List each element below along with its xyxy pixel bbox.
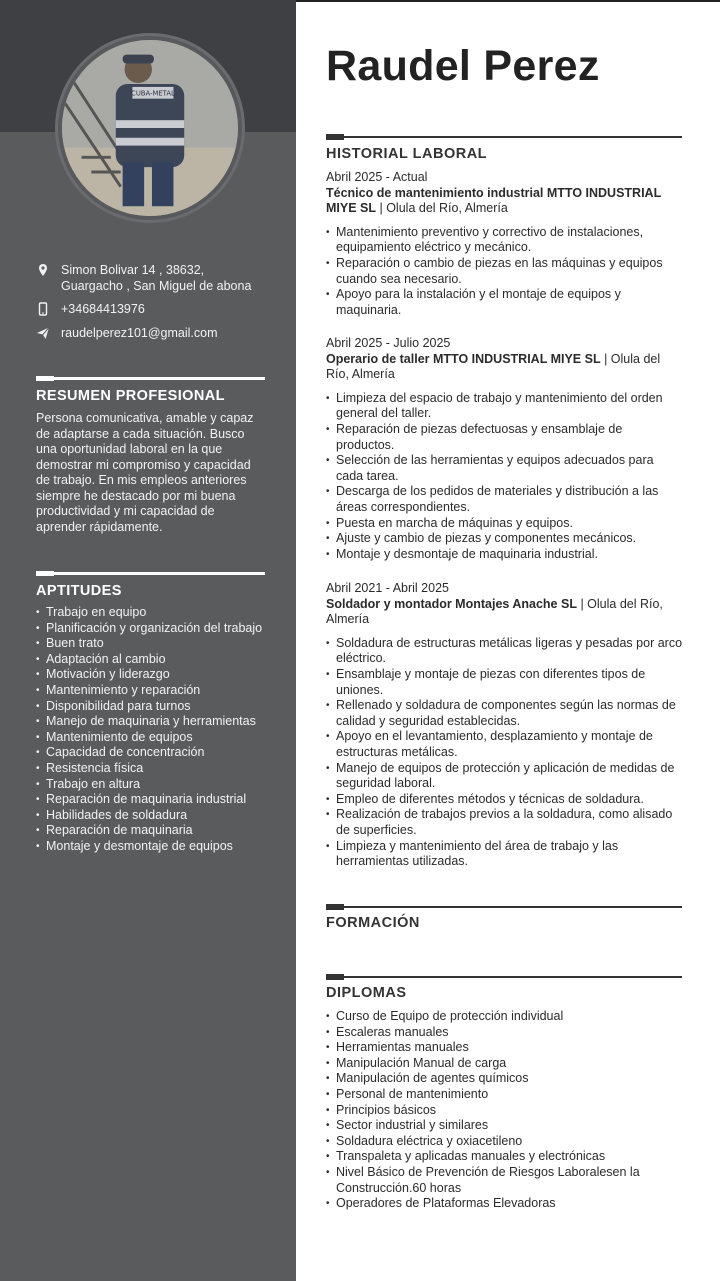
list-item: • Adaptación al cambio xyxy=(36,652,276,668)
list-item: • Mantenimiento y reparación xyxy=(36,683,276,699)
work-title: HISTORIAL LABORAL xyxy=(326,146,488,162)
list-item: • Apoyo para la instalación y el montaje de equipos y maquinaria. xyxy=(326,287,684,318)
job-dates: Abril 2025 - Julio 2025 xyxy=(326,336,451,350)
list-item: • Mantenimiento preventivo y correctivo de instalaciones, equipamiento eléctrico y mecánico. xyxy=(326,225,684,256)
list-item: • Sector industrial y similares xyxy=(326,1118,686,1134)
list-item: • Escaleras manuales xyxy=(326,1025,686,1041)
list-item: • Selección de las herramientas y equipos adecuados para cada tarea. xyxy=(326,453,684,484)
list-item: • Herramientas manuales xyxy=(326,1040,686,1056)
job-tasks xyxy=(326,225,684,319)
list-item: • Reparación de maquinaria xyxy=(36,823,276,839)
list-item: • Reparación de piezas defectuosas y ensamblaje de productos. xyxy=(326,422,684,453)
list-item: • Reparación de maquinaria industrial xyxy=(36,792,276,808)
summary-text: Persona comunicativa, amable y capaz de adaptarse a cada situación. Busco una oportunidad laboral en la que demostrar mi compromiso y capacidad de trabajo. En mis empleos anteriores siempre he destacado por mi buena productividad y mi capacidad de aprender rápidamente. xyxy=(36,411,254,534)
list-item: • Ensamblaje y montaje de piezas con diferentes tipos de uniones. xyxy=(326,667,684,698)
list-item: • Habilidades de soldadura xyxy=(36,808,276,824)
job-dates: Abril 2021 - Abril 2025 xyxy=(326,581,449,595)
phone-text[interactable]: +34684413976 xyxy=(61,302,145,316)
job-tasks xyxy=(326,391,684,563)
list-item: • Soldadura de estructuras metálicas ligeras y pesadas por arco eléctrico. xyxy=(326,636,684,667)
list-item: • Empleo de diferentes métodos y técnicas de soldadura. xyxy=(326,792,684,808)
list-item: • Soldadura eléctrica y oxiacetileno xyxy=(326,1134,686,1150)
diplomas-list xyxy=(326,1009,686,1212)
address-text: Simon Bolivar 14 , 38632, Guargacho , San Miguel de abona xyxy=(61,263,252,293)
list-item: • Motivación y liderazgo xyxy=(36,667,276,683)
skills-list xyxy=(36,605,276,855)
education-title: FORMACIÓN xyxy=(326,915,420,931)
list-item: • Transpaleta y aplicadas manuales y electrónicas xyxy=(326,1149,686,1165)
list-item: • Descarga de los pedidos de materiales y distribución a las áreas correspondientes. xyxy=(326,484,684,515)
list-item: • Manipulación de agentes químicos xyxy=(326,1071,686,1087)
job-entry xyxy=(326,336,684,562)
list-item: • Principios básicos xyxy=(326,1103,686,1119)
list-item: • Puesta en marcha de máquinas y equipos. xyxy=(326,516,684,532)
skills-title: APTITUDES xyxy=(36,583,122,599)
list-item: • Manipulación Manual de carga xyxy=(326,1056,686,1072)
profile-photo xyxy=(55,33,245,223)
email-text[interactable]: raudelperez101@gmail.com xyxy=(61,326,218,340)
job-location: | Olula del Río, Almería xyxy=(326,596,663,627)
list-item: • Nivel Básico de Prevención de Riesgos Laboralesen la Construcción.60 horas xyxy=(326,1165,686,1196)
list-item: • Ajuste y cambio de piezas y componentes mecánicos. xyxy=(326,531,684,547)
list-item: • Montaje y desmontaje de equipos xyxy=(36,839,276,855)
candidate-name: Raudel Perez xyxy=(326,42,600,90)
job-entry xyxy=(326,581,684,870)
list-item: • Resistencia física xyxy=(36,761,276,777)
list-item: • Rellenado y soldadura de componentes según las normas de calidad y seguridad establecidas. xyxy=(326,698,684,729)
list-item: • Trabajo en equipo xyxy=(36,605,276,621)
list-item: • Manejo de equipos de protección y aplicación de medidas de seguridad laboral. xyxy=(326,761,684,792)
job-role: Operario de taller MTTO INDUSTRIAL MIYE SL xyxy=(326,351,601,366)
worker-figure-icon xyxy=(62,40,238,216)
job-tasks xyxy=(326,636,684,870)
job-location: | Olula del Río, Almería xyxy=(326,351,661,382)
list-item: • Planificación y organización del trabajo xyxy=(36,621,276,637)
list-item: • Realización de trabajos previos a la soldadura, como alisado de superficies. xyxy=(326,807,684,838)
list-item: • Mantenimiento de equipos xyxy=(36,730,276,746)
photo-badge-text: CUBA-METAL xyxy=(131,89,175,98)
list-item: • Limpieza y mantenimiento del área de trabajo y las herramientas utilizadas. xyxy=(326,839,684,870)
list-item: • Reparación o cambio de piezas en las máquinas y equipos cuando sea necesario. xyxy=(326,256,684,287)
list-item: • Disponibilidad para turnos xyxy=(36,699,276,715)
job-location: | Olula del Río, Almería xyxy=(376,201,508,216)
list-item: • Operadores de Plataformas Elevadoras xyxy=(326,1196,686,1212)
diplomas-divider xyxy=(326,976,682,978)
location-pin-icon xyxy=(36,263,50,277)
summary-title: RESUMEN PROFESIONAL xyxy=(36,388,225,404)
diplomas-title: DIPLOMAS xyxy=(326,985,407,1001)
work-divider xyxy=(326,136,682,138)
list-item: • Limpieza del espacio de trabajo y mantenimiento del orden general del taller. xyxy=(326,391,684,422)
main-content xyxy=(296,0,720,1281)
list-item: • Trabajo en altura xyxy=(36,777,276,793)
paper-plane-icon xyxy=(36,326,50,340)
education-divider xyxy=(326,906,682,908)
contact-address xyxy=(36,262,266,294)
job-entry xyxy=(326,170,684,318)
list-item: • Capacidad de concentración xyxy=(36,745,276,761)
contact-email xyxy=(36,325,266,341)
list-item: • Buen trato xyxy=(36,636,276,652)
list-item: • Personal de mantenimiento xyxy=(326,1087,686,1103)
summary-divider xyxy=(36,377,265,380)
profile-photo-image xyxy=(62,40,238,216)
list-item: • Apoyo en el levantamiento, desplazamiento y montaje de estructuras metálicas. xyxy=(326,729,684,760)
job-role: Soldador y montador Montajes Anache SL xyxy=(326,596,577,611)
mobile-phone-icon xyxy=(36,302,50,316)
list-item: • Curso de Equipo de protección individual xyxy=(326,1009,686,1025)
skills-divider xyxy=(36,572,265,575)
job-dates: Abril 2025 - Actual xyxy=(326,170,428,184)
job-role: Técnico de mantenimiento industrial MTTO INDUSTRIAL MIYE SL xyxy=(326,185,661,216)
list-item: • Manejo de maquinaria y herramientas xyxy=(36,714,276,730)
contact-phone xyxy=(36,301,266,317)
list-item: • Montaje y desmontaje de maquinaria industrial. xyxy=(326,547,684,563)
